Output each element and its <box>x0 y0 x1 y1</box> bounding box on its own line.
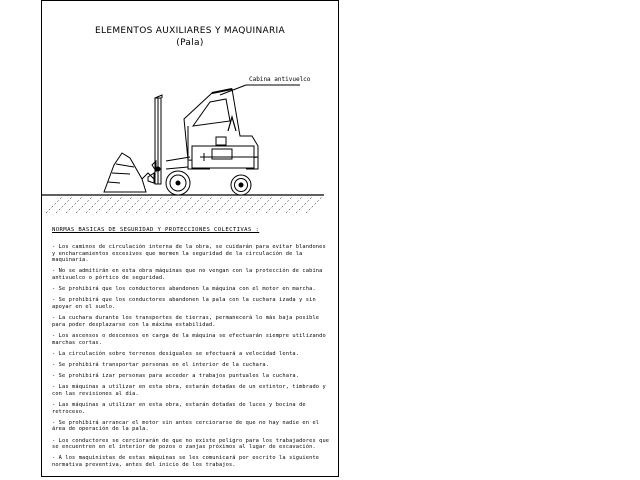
list-item: - A los maquinistas de estas máquinas se les comunicará por escrito la siguiente normativa preventiva, antes del inicio de los trabajos. <box>52 455 320 468</box>
cabin-callout-label: Cabina antivuelco <box>249 76 311 83</box>
list-item: - Los ascensos o descensos en carga de la máquina se efectuarán siempre utilizando marchas cortas. <box>52 332 326 346</box>
list-item: - Las máquinas a utilizar en esta obra, estarán dotadas de luces y bocina de retroceso. <box>52 402 306 415</box>
list-item: - No se admitirán en esta obra máquinas que no vengan con la protección de cabina antivuelco o pórtico de seguridad. <box>52 268 323 281</box>
sheet-subtitle: (Pala) <box>176 38 204 48</box>
list-item: - La cuchara durante los transportes de tierras, permanecerá lo más baja posible para poder desplazarse con la máxima estabilidad. <box>52 315 320 328</box>
lift-mast <box>148 95 162 184</box>
list-item: - Se prohibirá arrancar el motor sin antes cerciorarse de que no hay nadie en el área de operación de la pala. <box>52 419 320 433</box>
loader-drawing <box>42 61 338 221</box>
safety-rules-list <box>52 244 330 473</box>
rear-wheel <box>231 175 251 195</box>
list-item: - La circulación sobre terrenos desiguales se efectuará a velocidad lenta. <box>52 350 300 357</box>
list-item: - Las máquinas a utilizar en esta obra, estarán dotadas de un extintor, timbrado y con las revisiones al día. <box>52 384 326 397</box>
list-item: - Los conductores se cerciorarán de que no existe peligro para los trabajadores que se encuentren en el interior de pozos o zanjas próximos al lugar de excavación. <box>52 437 330 451</box>
front-wheel <box>166 171 190 195</box>
loader-body <box>166 89 258 169</box>
bucket <box>104 153 154 192</box>
ground-hatch <box>42 195 324 213</box>
list-item: - Se prohibirá que los conductores abandonen la máquina con el motor en marcha. <box>52 286 316 293</box>
list-item: - Se prohibirá izar personas para acceder a trabajos puntuales la cuchara. <box>52 373 300 380</box>
list-item: - Los caminos de circulación interna de la obra, se cuidarán para evitar blandones y encharcamientos excesivos que mermen la seguridad de la circulación de la maquinaria. <box>52 244 326 264</box>
list-item: - Se prohibirá que los conductores abandonen la pala con la cuchara izada y sin apoyar en el suelo. <box>52 297 316 310</box>
drawing-sheet <box>41 0 339 477</box>
list-item: - Se prohibirá transportar personas en el interior de la cuchara. <box>52 361 270 368</box>
sheet-title: ELEMENTOS AUXILIARES Y MAQUINARIA <box>95 26 285 36</box>
rules-heading: NORMAS BASICAS DE SEGURIDAD Y PROTECCIONES COLECTIVAS : <box>52 227 260 233</box>
